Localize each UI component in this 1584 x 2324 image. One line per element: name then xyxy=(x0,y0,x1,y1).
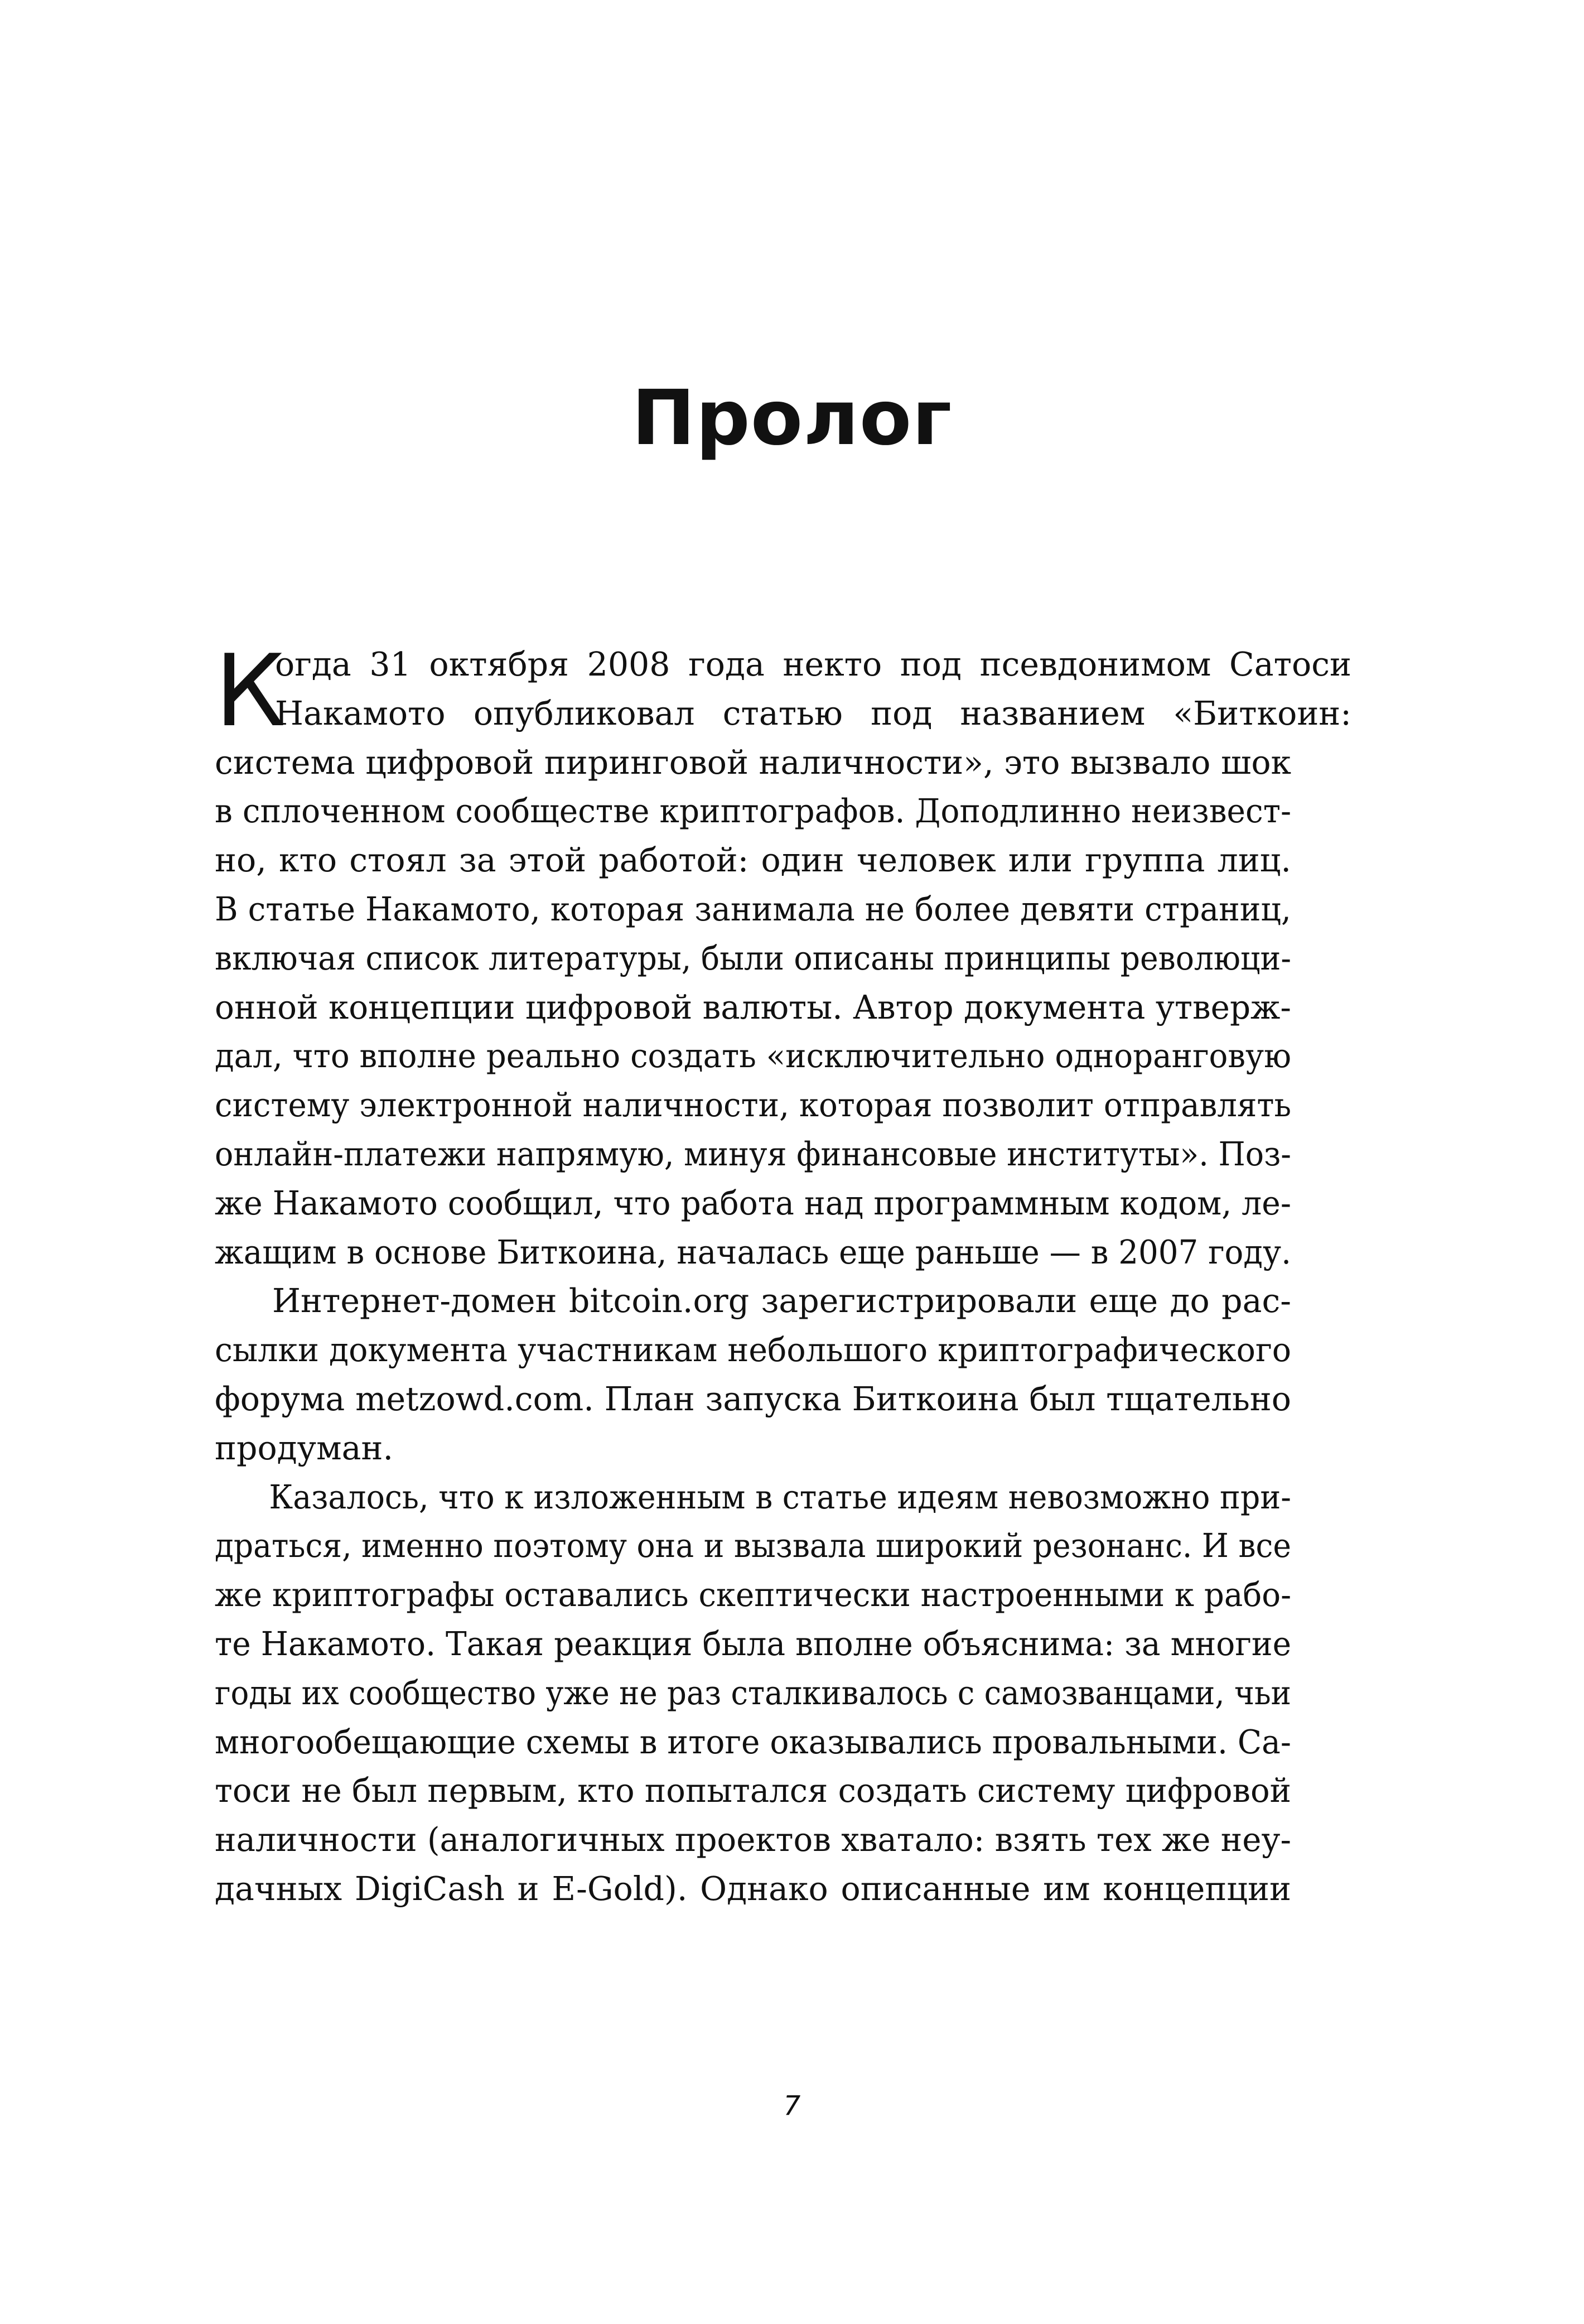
page-number: 7 xyxy=(783,2090,801,2122)
text-line-content: Интернет-домен bitcoin.org зарегистрировали еще до рас- xyxy=(272,1282,1291,1320)
text-line: систему электронной наличности, которая позволит отправлять xyxy=(215,1086,1292,1125)
text-line: жащим в основе Биткоина, началась еще раньше — в 2007 году. xyxy=(215,1233,1291,1271)
paragraph-3 xyxy=(215,1473,1291,1914)
text-line: огда 31 октября 2008 года некто под псевдонимом Сатоси xyxy=(275,645,1351,683)
text-line: же криптографы оставались скептически настроенными к рабо- xyxy=(215,1576,1292,1614)
text-line: сылки документа участникам небольшого криптографического xyxy=(215,1331,1292,1370)
text-line: форума metzowd.com. План запуска Биткоина был тщательно xyxy=(215,1380,1291,1418)
text-line: дал, что вполне реально создать «исключительно одноранговую xyxy=(215,1037,1292,1076)
text-line: включая список литературы, были описаны принципы революци- xyxy=(215,939,1292,977)
text-line: многообещающие схемы в итоге оказывались провальными. Са- xyxy=(215,1723,1291,1761)
text-line: В статье Накамото, которая занимала не более девяти страниц, xyxy=(215,890,1291,928)
text-line: онлайн-платежи напрямую, минуя финансовые институты». Поз- xyxy=(215,1135,1292,1173)
drop-cap: К xyxy=(215,633,286,749)
text-line: же Накамото сообщил, что работа над программным кодом, ле- xyxy=(215,1184,1291,1222)
text-line xyxy=(215,1277,1291,1326)
text-line: онной концепции цифровой валюты. Автор документа утверж- xyxy=(215,988,1291,1026)
paragraph-2 xyxy=(215,1277,1291,1473)
paragraph-1 xyxy=(215,633,1352,1277)
body-text xyxy=(215,633,1352,1914)
text-line: Накамото опубликовал статью под названием «Биткоин: xyxy=(275,694,1352,732)
text-line: но, кто стоял за этой работой: один человек или группа лиц. xyxy=(215,841,1291,880)
text-line: годы их сообщество уже не раз сталкивалось с самозванцами, чьи xyxy=(215,1674,1291,1712)
text-line: те Накамото. Такая реакция была вполне объяснима: за многие xyxy=(215,1624,1292,1663)
text-line: тоси не был первым, кто попытался создать систему цифровой xyxy=(215,1772,1291,1810)
text-line: дачных DigiCash и E-Gold). Однако описанные им концепции xyxy=(215,1869,1291,1908)
chapter-title: Пролог xyxy=(631,374,953,462)
text-line: драться, именно поэтому она и вызвала широкий резонанс. И все xyxy=(215,1527,1291,1565)
text-line: наличности (аналогичных проектов хватало: взять тех же неу- xyxy=(215,1821,1292,1859)
text-line-content: Казалось, что к изложенным в статье идеям невозможно при- xyxy=(269,1478,1291,1516)
text-line xyxy=(215,1473,1291,1522)
text-line: система цифровой пиринговой наличности», это вызвало шок xyxy=(215,743,1292,782)
text-line: продуман. xyxy=(215,1429,394,1467)
text-line: в сплоченном сообществе криптографов. Доподлинно неизвест- xyxy=(215,792,1292,831)
